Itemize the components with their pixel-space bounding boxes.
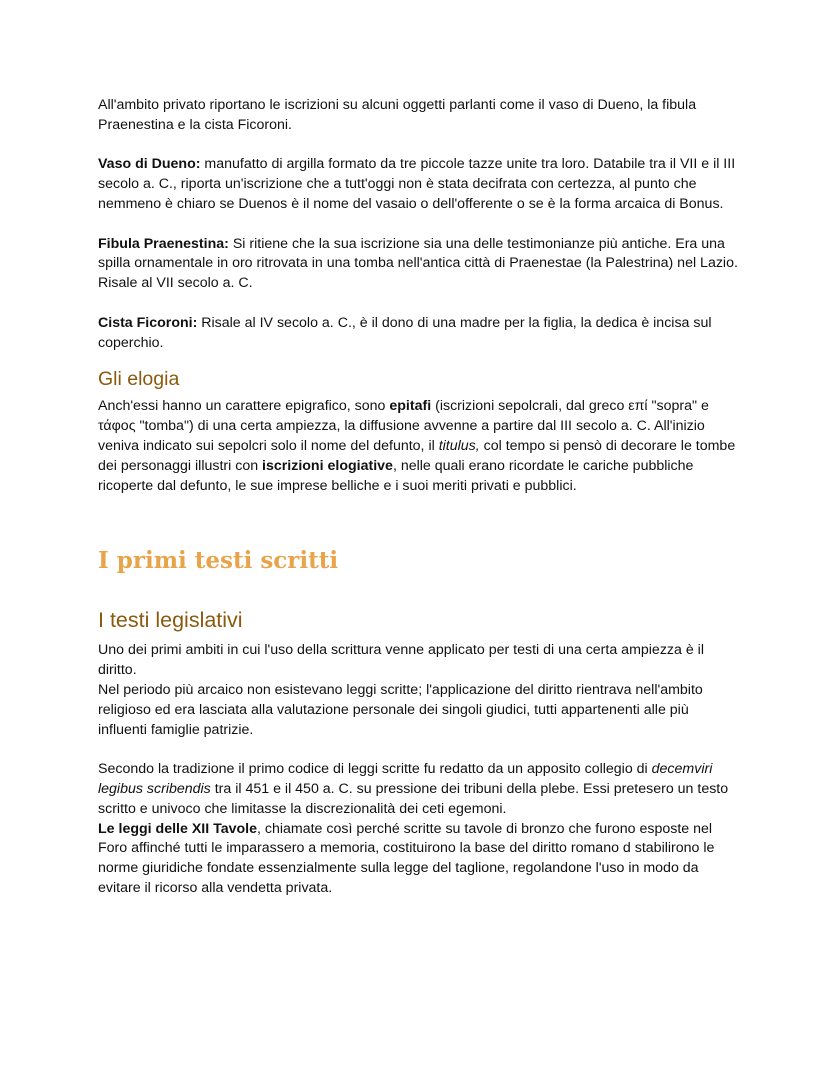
elogia-text-4: , nelle quali erano ricordate le cariche pubbliche ricoperte dal defunto, le sue imprese belliche e i suoi meriti privati e pubblici. xyxy=(98,457,694,494)
vaso-term: Vaso di Dueno: xyxy=(98,156,201,173)
legislativi-paragraph-3 xyxy=(98,760,738,819)
legislativi-paragraph-2: Nel periodo più arcaico non esistevano leggi scritte; l'applicazione del diritto rientrava nell'ambito religioso ed era lasciata alla valutazione personale dei singoli giudici, tutti appartenenti alle più influenti famiglie patrizie. xyxy=(98,681,703,738)
fibula-paragraph xyxy=(98,235,738,294)
chapter-title: I primi testi scritti xyxy=(98,547,339,575)
leg-italic-decemviri: decemviri legibus scribendis xyxy=(98,761,713,797)
legislativi-paragraph-4 xyxy=(98,820,738,899)
leg-text-4: , chiamate così perché scritte su tavole di bronzo che furono esposte nel Foro affinché tutti le imparassero a memoria, costituirono la base del diritto romano d stabilirono le norme giuridiche fondate essenzialmente sulla legge del taglione, regolandone l'uso in modo da evitare il ricorso alla vendetta privata. xyxy=(98,820,715,896)
legislativi-heading: I testi legislativi xyxy=(98,608,243,633)
vaso-text: manufatto di argilla formato da tre piccole tazze unite tra loro. Databile tra il VII e il III secolo a. C., riporta un'iscrizione che a tutt'oggi non è stata decifrata con certezza, al punto che nemmeno è chiaro se Duenos è il nome del vasaio o dell'offerente o se è la forma arcaica di Bonus. xyxy=(98,156,736,212)
elogia-heading: Gli elogia xyxy=(98,368,180,391)
fibula-term: Fibula Praenestina: xyxy=(98,235,229,252)
vaso-paragraph xyxy=(98,155,738,214)
cista-paragraph xyxy=(98,314,738,354)
elogia-bold-epitafi: epitafi xyxy=(389,398,432,415)
leg-bold-xii-tavole: Le leggi delle XII Tavole xyxy=(98,820,257,837)
cista-term: Cista Ficoroni: xyxy=(98,314,198,331)
elogia-paragraph xyxy=(98,397,738,496)
elogia-bold-iscrizioni: iscrizioni elogiative xyxy=(262,457,393,474)
legislativi-paragraph-1: Uno dei primi ambiti in cui l'uso della scrittura venne applicato per testi di una certa ampiezza è il diritto. xyxy=(98,642,704,679)
leg-text-3b: tra il 451 e il 450 a. C. su pressione dei tribuni della plebe. Essi pretesero un testo scritto e univoco che limitasse la discrezionalità dei ceti egemoni. xyxy=(98,780,729,817)
elogia-text-3: col tempo si pensò di decorare le tombe dei personaggi illustri con xyxy=(98,437,736,474)
leg-text-3a: Secondo la tradizione il primo codice di leggi scritte fu redatto da un apposito collegio di xyxy=(98,761,652,778)
elogia-text-1: Anch'essi hanno un carattere epigrafico, sono xyxy=(98,398,390,415)
fibula-text: Si ritiene che la sua iscrizione sia una delle testimonianze più antiche. Era una spilla ornamentale in oro ritrovata in una tomba nell'antica città di Praenestae (la Palestrina) nel Lazio. Risale al VII secolo a. C. xyxy=(98,235,738,292)
elogia-text-2: (iscrizioni sepolcrali, dal greco επί "sopra" e τάφος "tomba") di una certa ampiezza, la diffusione avvenne a partire dal III secolo a. C. All'inizio veniva indicato sui sepolcri solo il nome del defunto, il xyxy=(98,398,709,454)
cista-text: Risale al IV secolo a. C., è il dono di una madre per la figlia, la dedica è incisa sul coperchio. xyxy=(98,314,712,351)
intro-paragraph: All'ambito privato riportano le iscrizioni su alcuni oggetti parlanti come il vaso di Dueno, la fibula Praenestina e la cista Ficoroni. xyxy=(98,97,697,133)
elogia-italic-titulus: titulus, xyxy=(438,437,480,454)
document-body xyxy=(98,96,738,899)
